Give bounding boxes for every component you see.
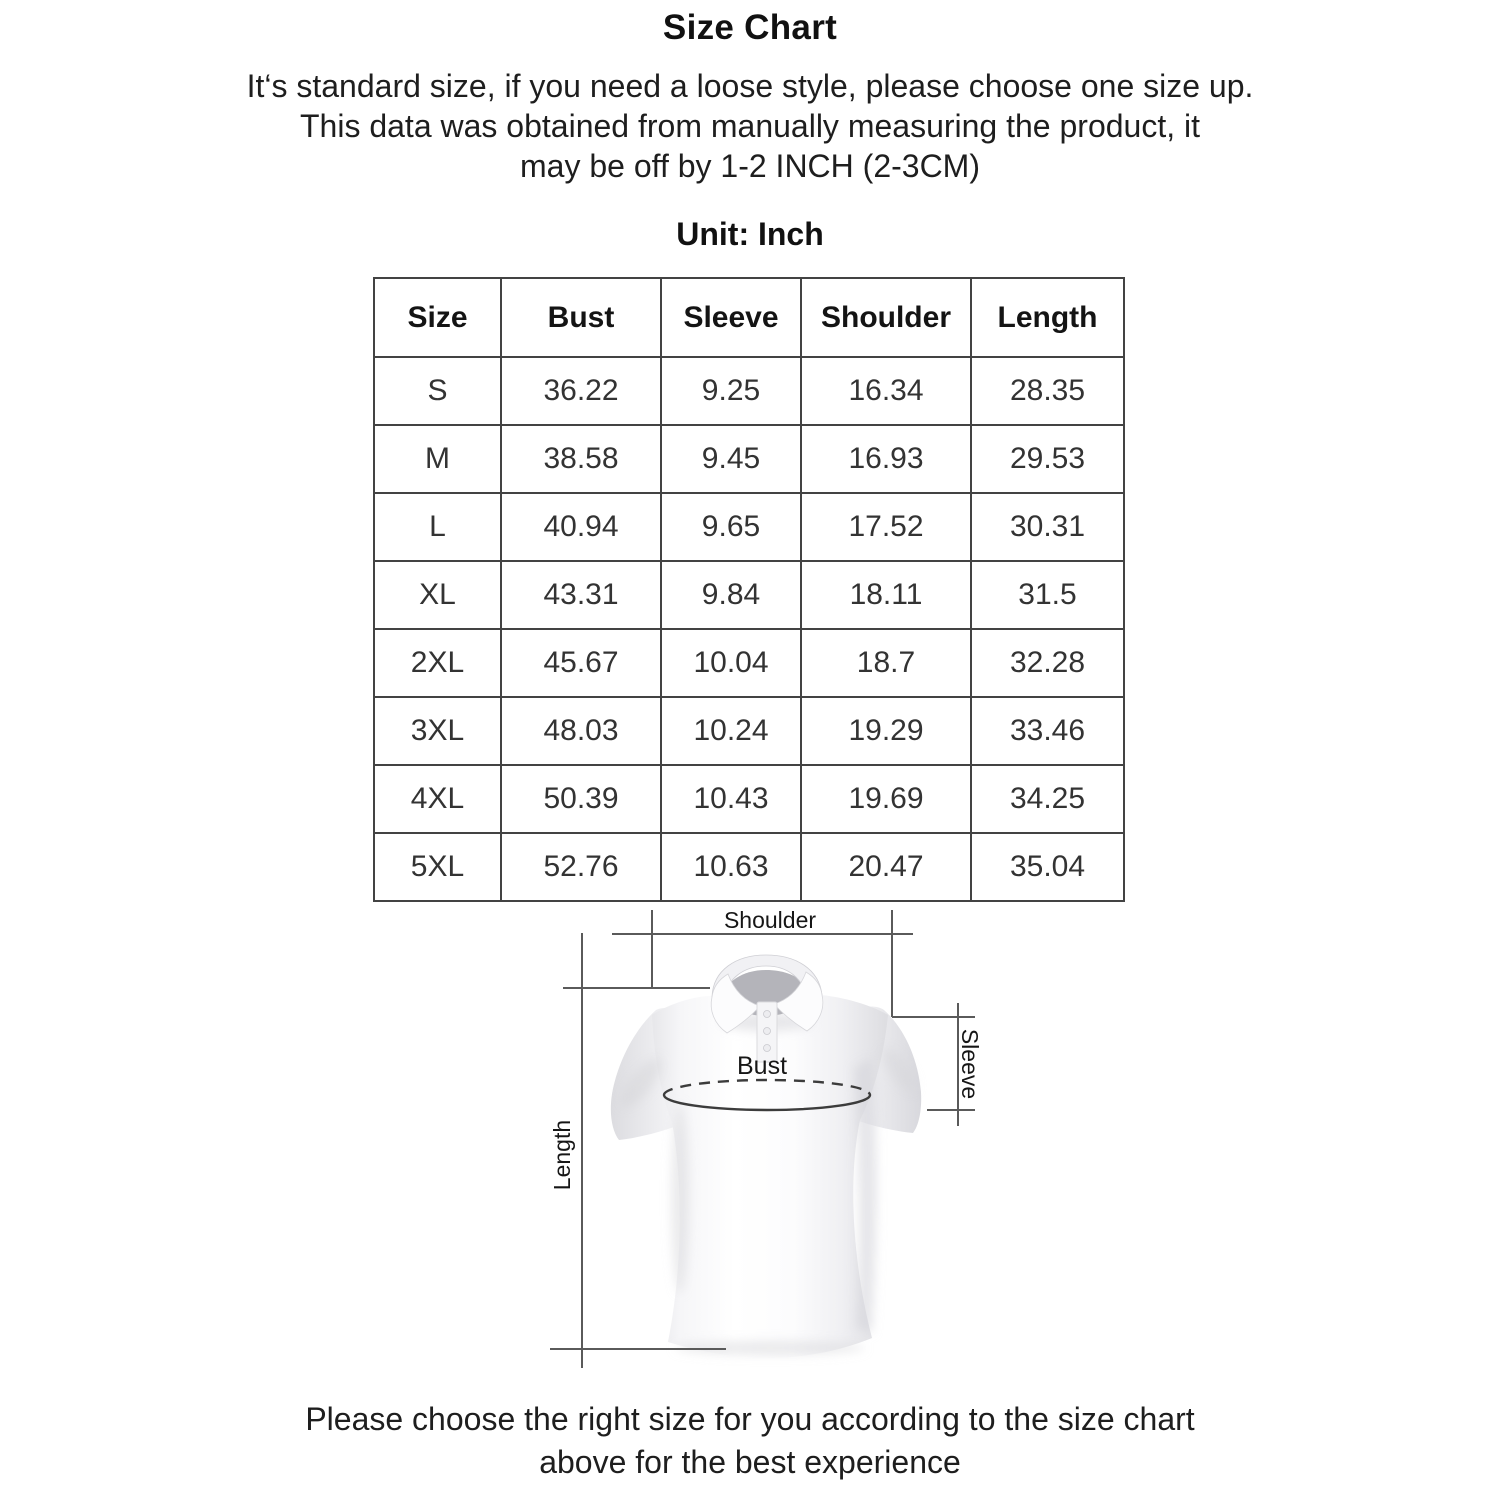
table-cell: 9.25 bbox=[661, 357, 801, 425]
table-cell: 34.25 bbox=[971, 765, 1124, 833]
table-cell: 17.52 bbox=[801, 493, 971, 561]
table-cell: 18.7 bbox=[801, 629, 971, 697]
shoulder-label: Shoulder bbox=[723, 907, 817, 933]
column-header-bust: Bust bbox=[501, 278, 661, 357]
table-cell: 19.29 bbox=[801, 697, 971, 765]
length-label: Length bbox=[549, 1119, 575, 1191]
size-cell: M bbox=[374, 425, 501, 493]
size-cell: S bbox=[374, 357, 501, 425]
size-cell: 5XL bbox=[374, 833, 501, 901]
table-cell: 16.93 bbox=[801, 425, 971, 493]
table-cell: 10.04 bbox=[661, 629, 801, 697]
size-cell: 3XL bbox=[374, 697, 501, 765]
column-header-sleeve: Sleeve bbox=[661, 278, 801, 357]
footer-line-1: Please choose the right size for you according to the size chart bbox=[305, 1401, 1195, 1437]
table-cell: 9.45 bbox=[661, 425, 801, 493]
shirt-buttons bbox=[764, 1011, 771, 1052]
sleeve-label: Sleeve bbox=[957, 1028, 983, 1100]
polo-shirt-illustration bbox=[611, 955, 922, 1358]
table-row bbox=[374, 629, 1124, 697]
column-header-size: Size bbox=[374, 278, 501, 357]
table-row bbox=[374, 765, 1124, 833]
footer-line-2: above for the best experience bbox=[539, 1444, 961, 1480]
measurement-diagram bbox=[520, 893, 1040, 1398]
table-row bbox=[374, 493, 1124, 561]
table-row bbox=[374, 697, 1124, 765]
table-cell: 29.53 bbox=[971, 425, 1124, 493]
table-cell: 45.67 bbox=[501, 629, 661, 697]
table-row bbox=[374, 833, 1124, 901]
table-cell: 28.35 bbox=[971, 357, 1124, 425]
column-header-shoulder: Shoulder bbox=[801, 278, 971, 357]
intro-text bbox=[0, 66, 1500, 186]
page-title: Size Chart bbox=[662, 8, 838, 47]
table-cell: 33.46 bbox=[971, 697, 1124, 765]
table-cell: 19.69 bbox=[801, 765, 971, 833]
table-header-row bbox=[374, 278, 1124, 357]
table-cell: 20.47 bbox=[801, 833, 971, 901]
table-row bbox=[374, 561, 1124, 629]
table-cell: 10.24 bbox=[661, 697, 801, 765]
table-cell: 18.11 bbox=[801, 561, 971, 629]
size-cell: 4XL bbox=[374, 765, 501, 833]
intro-line-1: It‘s standard size, if you need a loose style, please choose one size up. bbox=[246, 68, 1254, 104]
table-cell: 40.94 bbox=[501, 493, 661, 561]
table-row bbox=[374, 425, 1124, 493]
table-cell: 52.76 bbox=[501, 833, 661, 901]
bust-label: Bust bbox=[736, 1052, 788, 1080]
intro-line-3: may be off by 1-2 INCH (2-3CM) bbox=[520, 148, 980, 184]
table-cell: 31.5 bbox=[971, 561, 1124, 629]
size-cell: XL bbox=[374, 561, 501, 629]
table-cell: 43.31 bbox=[501, 561, 661, 629]
table-cell: 38.58 bbox=[501, 425, 661, 493]
table-cell: 48.03 bbox=[501, 697, 661, 765]
footer-note bbox=[0, 1398, 1500, 1484]
size-cell: 2XL bbox=[374, 629, 501, 697]
table-row bbox=[374, 357, 1124, 425]
table-cell: 32.28 bbox=[971, 629, 1124, 697]
column-header-length: Length bbox=[971, 278, 1124, 357]
size-table bbox=[373, 277, 1125, 902]
table-cell: 10.43 bbox=[661, 765, 801, 833]
unit-label: Unit: Inch bbox=[676, 216, 824, 252]
size-cell: L bbox=[374, 493, 501, 561]
intro-line-2: This data was obtained from manually measuring the product, it bbox=[299, 108, 1200, 144]
table-cell: 10.63 bbox=[661, 833, 801, 901]
table-cell: 9.65 bbox=[661, 493, 801, 561]
table-cell: 16.34 bbox=[801, 357, 971, 425]
table-cell: 9.84 bbox=[661, 561, 801, 629]
table-cell: 35.04 bbox=[971, 833, 1124, 901]
table-cell: 50.39 bbox=[501, 765, 661, 833]
table-cell: 30.31 bbox=[971, 493, 1124, 561]
table-cell: 36.22 bbox=[501, 357, 661, 425]
